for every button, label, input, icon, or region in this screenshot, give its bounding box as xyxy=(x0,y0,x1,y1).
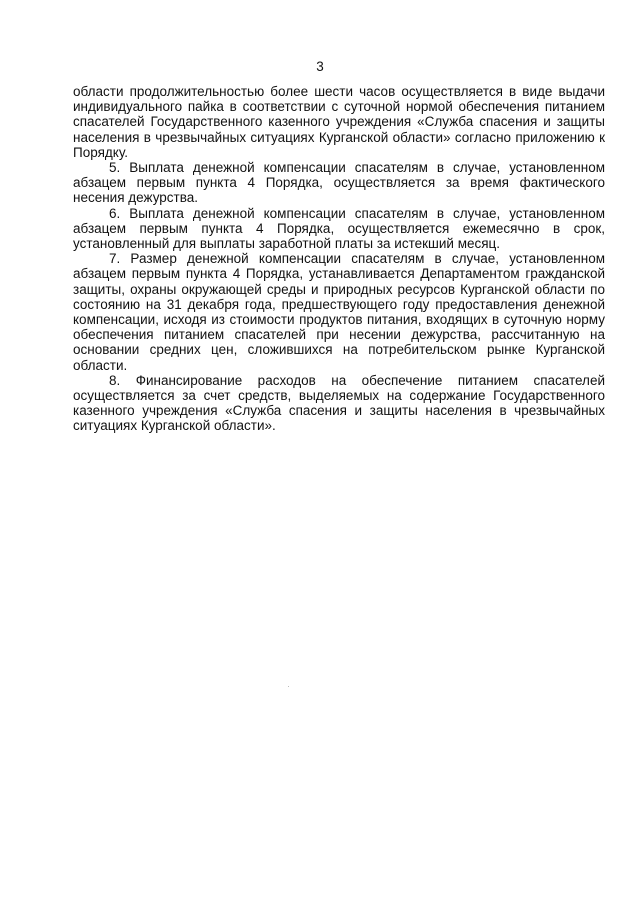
paragraph-item-6: 6. Выплата денежной компенсации спасателям в случае, установленном абзацем первым пункта 4 Порядка, осуществляется ежемесячно в срок, установленный для выплаты заработной платы за истекший месяц. xyxy=(73,205,605,252)
paragraph-item-8: 8. Финансирование расходов на обеспечение питанием спасателей осуществляется за счет средств, выделяемых на содержание Государственного казенного учреждения «Служба спасения и защиты населения в чрезвычайных ситуациях Курганской области». xyxy=(73,372,605,434)
paragraph-continuation: области продолжительностью более шести часов осуществляется в виде выдачи индивидуального пайка в соответствии с суточной нормой обеспечения питанием спасателей Государственного казенного учреждения «Служба спасения и защиты населения в чрезвычайных ситуациях Курганской области» согласно приложению к Порядку. xyxy=(73,84,605,160)
paragraph-item-7: 7. Размер денежной компенсации спасателям в случае, установленном абзацем первым пункта 4 Порядка, устанавливается Департаментом гражданской защиты, охраны окружающей среды и природных ресурсов Курганской области по состоянию на 31 декабря года, предшествующего году предоставления денежной компенсации, исходя из стоимости продуктов питания, входящих в суточную норму обеспечения питанием спасателей при несении дежурства, рассчитанную на основании средних цен, сложившихся на потребительском рынке Курганской области. xyxy=(73,251,605,373)
paragraph-item-5: 5. Выплата денежной компенсации спасателям в случае, установленном абзацем первым пункта 4 Порядка, осуществляется за время фактического несения дежурства. xyxy=(73,160,605,206)
page-number: 3 xyxy=(316,59,324,74)
scan-speck xyxy=(288,686,289,687)
document-body xyxy=(73,84,605,434)
